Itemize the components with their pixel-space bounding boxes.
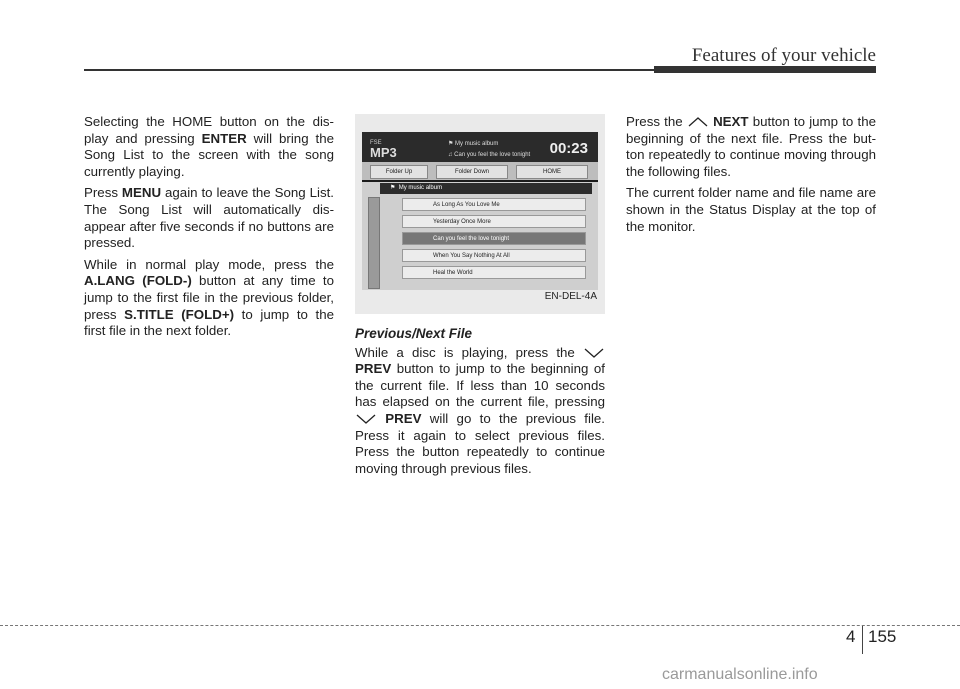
running-header: Features of your vehicle — [691, 45, 876, 66]
section-number: 4 — [846, 627, 856, 646]
status-display — [362, 132, 598, 162]
keyword-menu: MENU — [121, 185, 162, 201]
keyword-alang: A.LANG (FOLD-) — [84, 273, 192, 289]
column-left — [84, 114, 334, 345]
list-item[interactable]: Yesterday Once More — [402, 215, 586, 228]
keyword-next: NEXT — [713, 114, 749, 129]
file-name: ♫ Can you feel the love tonight — [448, 152, 531, 158]
scrollbar[interactable] — [368, 197, 380, 289]
keyword-stitle: S.TITLE (FOLD+) — [124, 306, 235, 322]
figure-caption: EN-DEL-4A — [544, 291, 597, 303]
paragraph-prev — [355, 345, 605, 478]
text: button to jump to the beginning of the current file. If less than 10 seconds has elapsed on the current file, pressing — [355, 361, 605, 410]
footer-rule — [0, 625, 960, 626]
folder-up-button[interactable]: Folder Up — [370, 165, 428, 179]
format-label: MP3 — [370, 145, 397, 160]
paragraph-home-button — [84, 114, 334, 180]
text: Selecting the HOME button on the dis- play and pressing — [84, 114, 334, 146]
folder-down-button[interactable]: Folder Down — [436, 165, 508, 179]
text: to jump to the first file in the next folder. — [84, 306, 335, 339]
home-button[interactable]: HOME — [516, 165, 588, 179]
list-item-selected[interactable]: Can you feel the love tonight — [402, 232, 586, 245]
monitor-screen — [362, 132, 598, 290]
watermark: carmanualsonline.info — [662, 666, 818, 683]
folder-name: ⚑ My music album — [448, 141, 499, 147]
text: again to leave the Song List. The Song List will automatically dis- appear after five seconds if no buttons are pressed. — [84, 185, 334, 251]
song-list-header: ⚑ My music album — [380, 183, 592, 194]
keyword-prev: PREV — [385, 410, 422, 426]
paragraph-next — [626, 114, 876, 180]
header-rule-accent — [654, 66, 876, 73]
button-row — [362, 162, 598, 180]
list-item[interactable]: Heal the World — [402, 266, 586, 279]
fse-label: FSE — [370, 140, 382, 146]
song-list-header-text: My music album — [398, 185, 443, 191]
file-name-text: Can you feel the love tonight — [454, 152, 531, 158]
column-right — [626, 114, 876, 240]
text: Press — [84, 185, 122, 201]
text: will bring the Song List to the screen with the song currently playing. — [84, 130, 334, 179]
text: button to jump to the beginning of the next file. Press the but- ton repeatedly to continue moving through the following files. — [626, 114, 876, 179]
text: Press the — [626, 114, 683, 129]
header-rule — [84, 69, 654, 71]
text: button at any time to jump to the first file in the previous folder, press — [84, 273, 334, 322]
text: While in normal play mode, press the — [84, 256, 334, 272]
prev-chevron-icon — [355, 413, 377, 425]
prev-chevron-icon — [583, 347, 605, 359]
keyword-prev: PREV — [355, 361, 392, 377]
list-item[interactable]: When You Say Nothing At All — [402, 249, 586, 262]
paragraph-status-display: The current folder name and file name are shown in the Status Display at the top of the monitor. — [626, 185, 876, 234]
paragraph-folder — [84, 257, 334, 340]
song-list-figure — [355, 114, 605, 314]
column-middle — [355, 114, 605, 482]
keyword-enter: ENTER — [201, 130, 247, 146]
page-number: 155 — [868, 627, 897, 646]
text: will go to the previous file. Press it again to select previous files. Press the button repeatedly to continue moving through previous files. — [355, 410, 605, 476]
folder-name-text: My music album — [455, 141, 499, 147]
section-heading: Previous/Next File — [355, 326, 473, 341]
list-item[interactable]: As Long As You Love Me — [402, 198, 586, 211]
next-chevron-icon — [687, 116, 709, 128]
page-number-divider — [862, 626, 863, 654]
play-time: 00:23 — [549, 140, 588, 157]
paragraph-menu — [84, 185, 334, 251]
song-list — [362, 182, 598, 290]
text: While a disc is playing, press the — [355, 344, 575, 360]
